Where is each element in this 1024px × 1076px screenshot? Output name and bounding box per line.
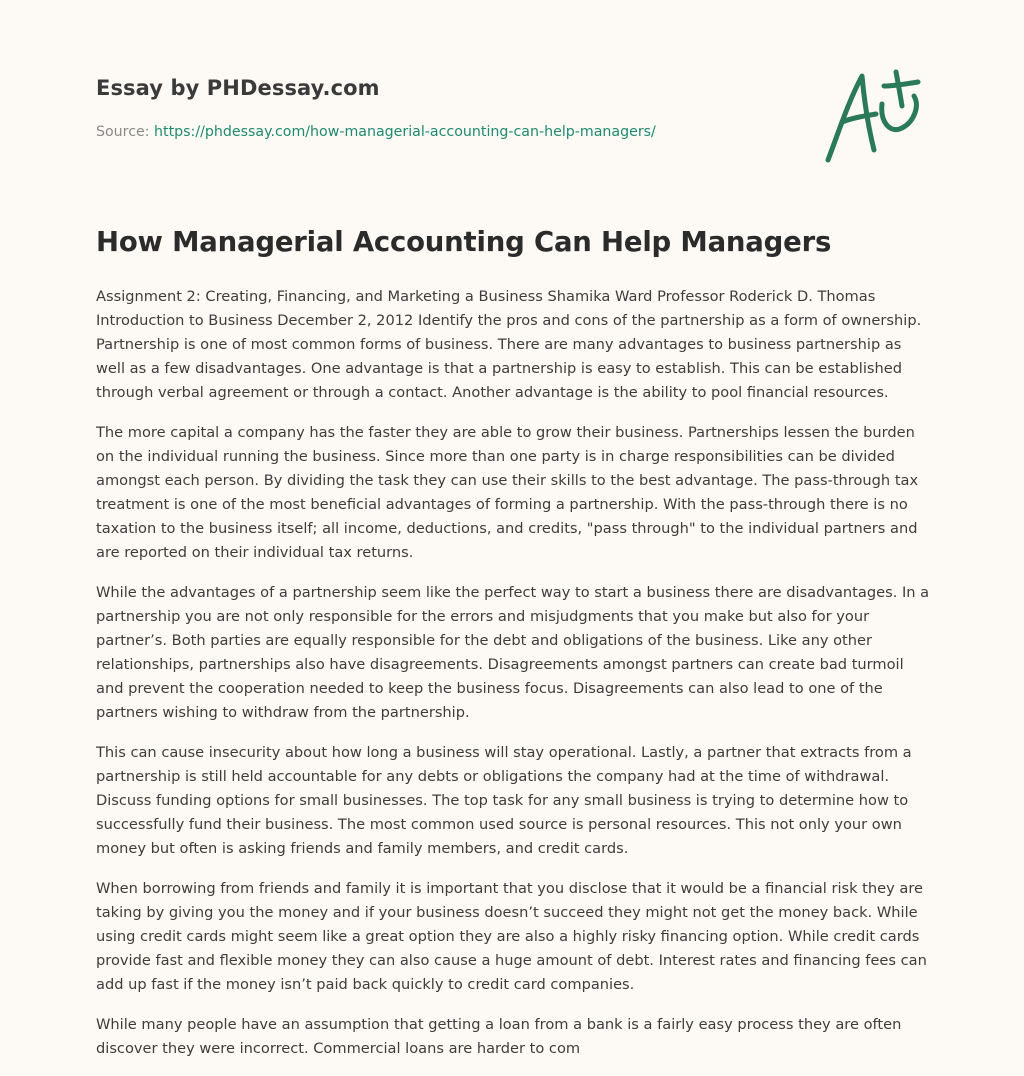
article-paragraph: When borrowing from friends and family it is important that you disclose that it would be a financial risk they are taking by giving you the money and if your business doesn’t succeed they might not get the money back. While using credit cards might seem like a great option they are also a highly risky financing option. While credit cards provide fast and flexible money they can also cause a huge amount of debt. Interest rates and financing fees can add up fast if the money isn’t paid back quickly to credit card companies. bbox=[96, 880, 927, 993]
source-label: Source: bbox=[96, 124, 155, 140]
article-body bbox=[96, 285, 934, 1076]
article-paragraph: While the advantages of a partnership seem like the perfect way to start a business there are disadvantages. In a partnership you are not only responsible for the errors and misjudgments that you make but also for your partner’s. Both parties are equally responsible for the debt and obligations of the business. Like any other relationships, partnerships also have disagreements. Disagreements amongst partners can create bad turmoil and prevent the cooperation needed to keep the business focus. Disagreements can also lead to one of the partners wishing to withdraw from the partnership. bbox=[96, 584, 930, 721]
article-title: How Managerial Accounting Can Help Managers bbox=[96, 226, 832, 258]
article-paragraph: The more capital a company has the faster they are able to grow their business. Partnerships lessen the burden on the individual running the business. Since more than one party is in charge responsibilities can be divided amongst each person. By dividing the task they can use their skills to the best advantage. The pass-through tax treatment is one of the most beneficial advantages of forming a partnership. With the pass-through there is no taxation to the business itself; all income, deductions, and credits, "pass through" to the individual partners and are reported on their individual tax returns. bbox=[96, 424, 919, 561]
article-paragraph: While many people have an assumption that getting a loan from a bank is a fairly easy process they are often discover they were incorrect. Commercial loans are harder to com bbox=[96, 1016, 902, 1057]
site-brand: Essay by PHDessay.com bbox=[96, 76, 380, 100]
article-paragraph: Assignment 2: Creating, Financing, and Marketing a Business Shamika Ward Professor Roderick D. Thomas Introduction to Business December 2, 2012 Identify the pros and cons of the partnership as a form of ownership. Partnership is one of most common forms of business. There are many advantages to business partnership as well as a few disadvantages. One advantage is that a partnership is easy to establish. This can be established through verbal agreement or through a contact. Another advantage is the ability to pool financial resources. bbox=[96, 288, 922, 401]
source-link[interactable]: https://phdessay.com/how-managerial-accounting-can-help-managers/ bbox=[154, 124, 656, 140]
a-plus-logo-icon bbox=[818, 64, 934, 168]
source-line bbox=[96, 124, 656, 140]
article-paragraph: This can cause insecurity about how long a business will stay operational. Lastly, a partner that extracts from a partnership is still held accountable for any debts or obligations the company had at the time of withdrawal. Discuss funding options for small businesses. The top task for any small business is trying to determine how to successfully fund their business. The most common used source is personal resources. This not only your own money but often is asking friends and family members, and credit cards. bbox=[96, 744, 912, 857]
